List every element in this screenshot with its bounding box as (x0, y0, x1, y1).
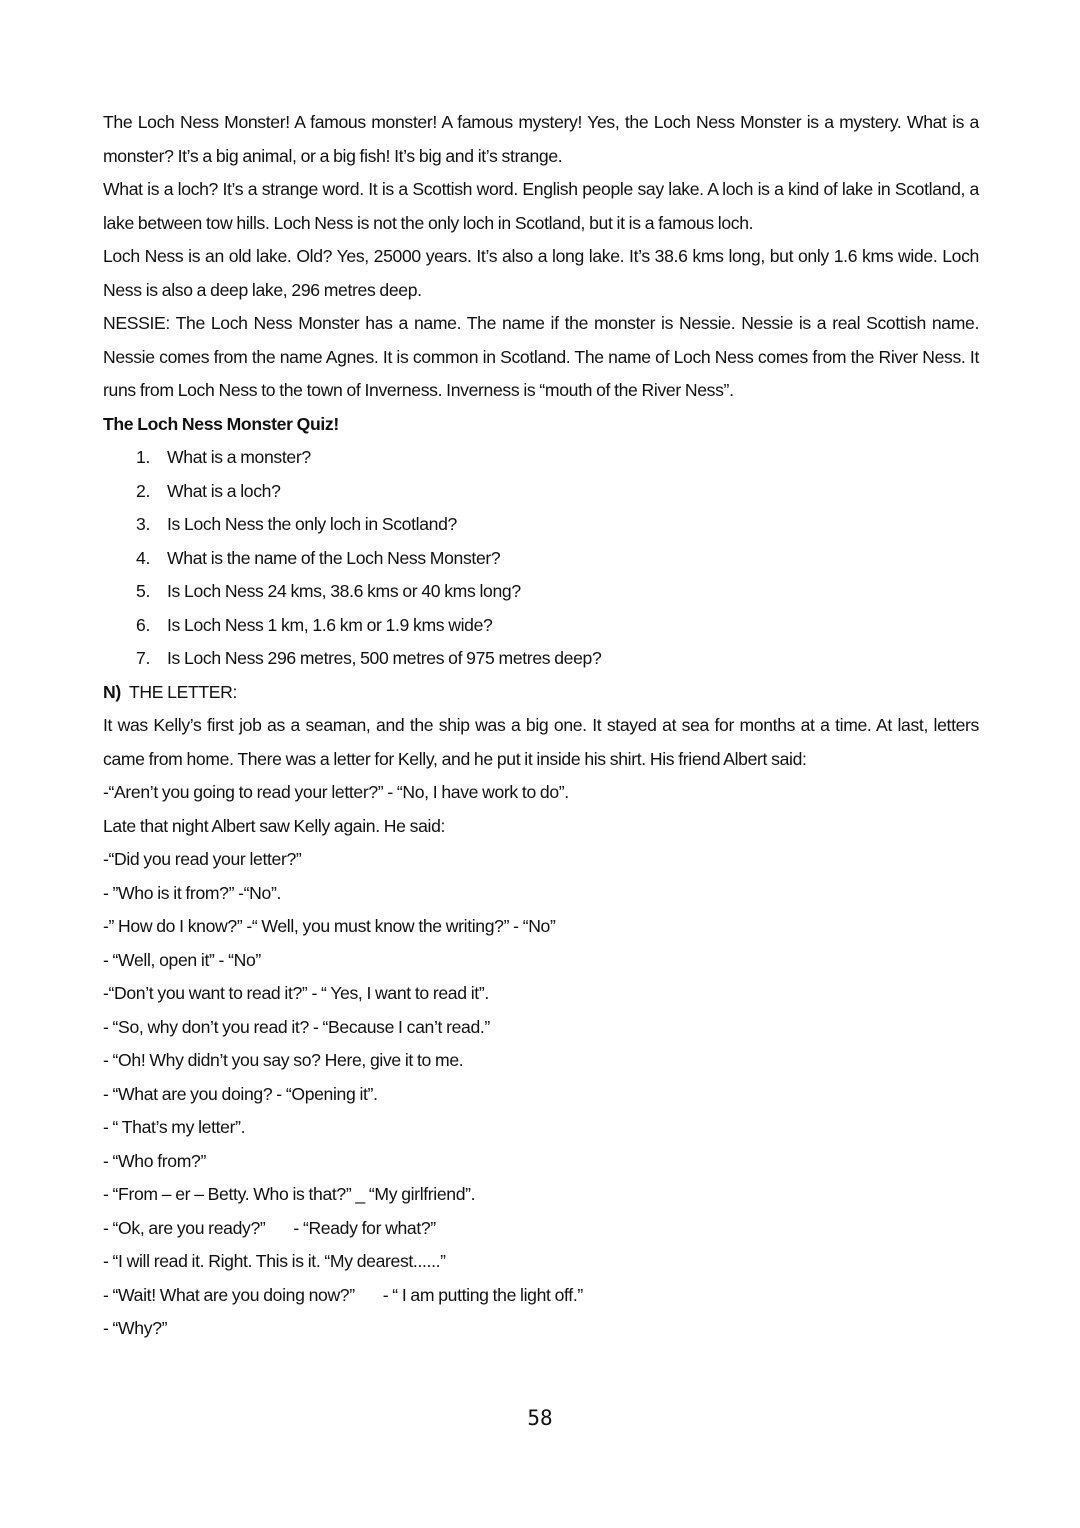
dialogue-line (103, 1212, 979, 1246)
quiz-item (103, 609, 979, 643)
dialogue-line: - “Who from?” (103, 1150, 206, 1171)
quiz-item-text: Is Loch Ness 24 kms, 38.6 kms or 40 kms long? (167, 581, 521, 601)
dialogue-line: -“Don’t you want to read it?” - “ Yes, I want to read it”. (103, 983, 489, 1003)
quiz-item-text: What is a monster? (167, 447, 311, 467)
dialogue-part: - “Ready for what?” (293, 1217, 436, 1238)
page-content (103, 106, 979, 1346)
dialogue-line: - “Well, open it” - “No” (103, 949, 261, 970)
quiz-item-text: Is Loch Ness 1 km, 1.6 km or 1.9 kms wide? (167, 614, 493, 635)
article-paragraph-1: The Loch Ness Monster! A famous monster! A famous mystery! Yes, the Loch Ness Monster is a mystery. What is a monster? It’s a big animal, or a big fish! It’s big and it’s strange. (103, 112, 979, 166)
quiz-item-number: 4. (136, 547, 150, 568)
quiz-item-number: 5. (136, 581, 150, 601)
quiz-list (103, 441, 979, 676)
quiz-item (103, 441, 979, 475)
dialogue-line: - “So, why don’t you read it? - “Because I can’t read.” (103, 1016, 490, 1037)
quiz-item-number: 2. (136, 480, 150, 501)
quiz-item-number: 1. (136, 447, 150, 467)
article-paragraph-2: What is a loch? It’s a strange word. It is a Scottish word. English people say lake. A loch is a kind of lake in Scotland, a lake between tow hills. Loch Ness is not the only loch in Scotland, but it is a famous loch. (103, 179, 979, 233)
quiz-item-text: What is the name of the Loch Ness Monster? (167, 547, 501, 568)
dialogue-line: -“Did you read your letter?” (103, 849, 302, 869)
dialogue-line: -” How do I know?” -“ Well, you must know the writing?” - “No” (103, 916, 556, 936)
quiz-item (103, 508, 979, 542)
dialogue-line: -“Aren’t you going to read your letter?” - “No, I have work to do”. (103, 782, 569, 802)
dialogue-line (103, 1279, 979, 1313)
dialogue-line: - “From – er – Betty. Who is that?” _ “My girlfriend”. (103, 1184, 476, 1204)
article-paragraph-4: NESSIE: The Loch Ness Monster has a name. The name if the monster is Nessie. Nessie is a real Scottish name. Nessie comes from the name Agnes. It is common in Scotland. The name of Loch Ness comes from the River Ness. It runs from Loch Ness to the town of Inverness. Inverness is “mouth of the River Ness”. (103, 313, 979, 400)
letter-heading-letter: N) (103, 681, 121, 702)
dialogue-line: - “Oh! Why didn’t you say so? Here, give it to me. (103, 1050, 464, 1070)
dialogue-line: - “Why?” (103, 1318, 168, 1338)
dialogue-line: Late that night Albert saw Kelly again. He said: (103, 815, 446, 836)
quiz-item-text: Is Loch Ness 296 metres, 500 metres of 975 metres deep? (167, 648, 602, 668)
quiz-item-number: 6. (136, 614, 150, 635)
dialogue-line: - “What are you doing? - “Opening it”. (103, 1083, 378, 1104)
page-number: 58 (527, 1406, 553, 1430)
quiz-title: The Loch Ness Monster Quiz! (103, 413, 339, 434)
quiz-item-number: 7. (136, 648, 150, 668)
letter-intro: It was Kelly’s first job as a seaman, and the ship was a big one. It stayed at sea for months at a time. At last, letters came from home. There was a letter for Kelly, and he put it inside his shirt. His friend Albert said: (103, 715, 979, 769)
letter-heading-title: THE LETTER: (128, 681, 238, 702)
quiz-item (103, 575, 979, 609)
dialogue-line: - “I will read it. Right. This is it. “My dearest......” (103, 1251, 446, 1271)
quiz-item (103, 475, 979, 509)
dialogue-line: - “ That’s my letter”. (103, 1117, 246, 1137)
article-paragraph-3: Loch Ness is an old lake. Old? Yes, 25000 years. It’s also a long lake. It’s 38.6 kms long, but only 1.6 kms wide. Loch Ness is also a deep lake, 296 metres deep. (103, 246, 979, 300)
quiz-item-number: 3. (136, 514, 150, 534)
quiz-item (103, 542, 979, 576)
dialogue-part: - “Ok, are you ready?” (103, 1217, 266, 1238)
quiz-item-text: Is Loch Ness the only loch in Scotland? (167, 514, 457, 534)
quiz-item (103, 642, 979, 676)
quiz-item-text: What is a loch? (167, 480, 281, 501)
dialogue-part: - “Wait! What are you doing now?” (103, 1284, 355, 1305)
dialogue-line: - ”Who is it from?” -“No”. (103, 882, 282, 903)
letter-heading (103, 676, 979, 710)
dialogue-part: - “ I am putting the light off.” (382, 1284, 583, 1305)
